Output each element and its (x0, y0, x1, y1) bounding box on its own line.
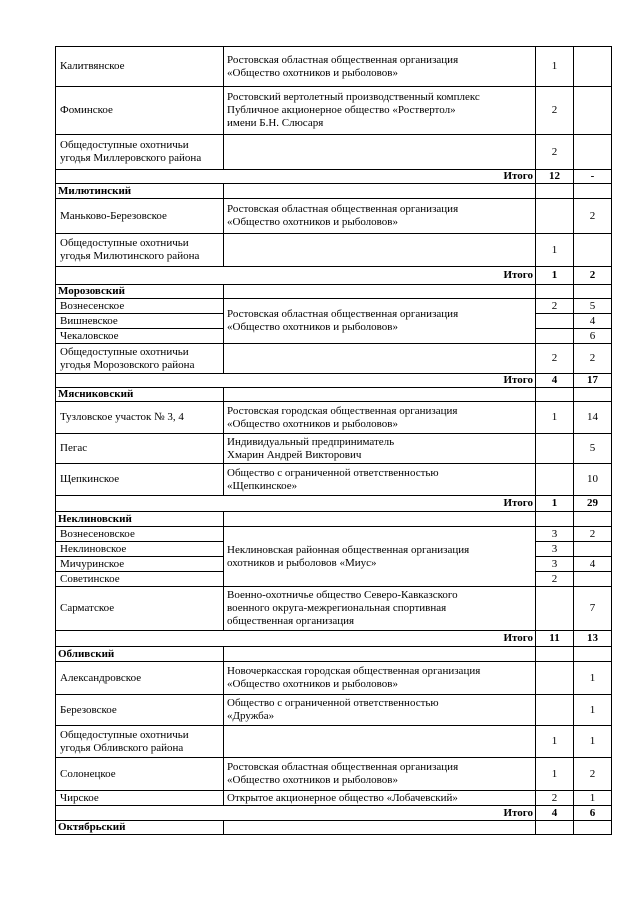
count-col-2: 4 (574, 314, 612, 329)
count-col-1 (536, 329, 574, 344)
table-row (56, 434, 612, 464)
count-col-1: 1 (536, 234, 574, 267)
count-col-1: 2 (536, 791, 574, 806)
organization-name: Ростовская областная общественная организация «Общество охотников и рыболовов» (224, 47, 536, 87)
table-row (56, 695, 612, 726)
count-col-1: 2 (536, 299, 574, 314)
count-col-2: 2 (574, 527, 612, 542)
total-col-2: 6 (574, 806, 612, 821)
count-col-2 (574, 47, 612, 87)
organization-name: Индивидуальный предприниматель Хмарин Андрей Викторович (224, 434, 536, 464)
count-col-1: 2 (536, 135, 574, 170)
table-row (56, 234, 612, 267)
organization-name: Ростовская городская общественная организация «Общество охотников и рыболовов» (224, 402, 536, 434)
empty-cell (224, 184, 536, 199)
total-label: Итого (56, 170, 536, 184)
total-label: Итого (56, 267, 536, 285)
hunting-ground-name: Чирское (56, 791, 224, 806)
district-header-row (56, 285, 612, 299)
organization-name: Ростовская областная общественная организация «Общество охотников и рыболовов» (224, 299, 536, 344)
organization-name: Ростовская областная общественная организация «Общество охотников и рыболовов» (224, 758, 536, 791)
count-col-2: 7 (574, 587, 612, 631)
empty-cell (224, 821, 536, 835)
count-col-2: 1 (574, 791, 612, 806)
table-row (56, 299, 612, 314)
hunting-ground-name: Вознесенское (56, 299, 224, 314)
count-col-2: 4 (574, 557, 612, 572)
count-col-2 (574, 87, 612, 135)
total-col-2: 29 (574, 496, 612, 512)
total-row (56, 496, 612, 512)
count-col-1 (536, 695, 574, 726)
count-col-2: 5 (574, 434, 612, 464)
table-row (56, 344, 612, 374)
hunting-ground-name: Калитвянское (56, 47, 224, 87)
count-col-1 (536, 587, 574, 631)
table-row (56, 87, 612, 135)
count-col-2 (574, 542, 612, 557)
count-col-1: 3 (536, 527, 574, 542)
table-row (56, 199, 612, 234)
hunting-ground-name: Маньково-Березовское (56, 199, 224, 234)
total-label: Итого (56, 806, 536, 821)
hunting-ground-name: Сарматское (56, 587, 224, 631)
count-col-1: 1 (536, 402, 574, 434)
district-header-row (56, 821, 612, 835)
organization-name (224, 726, 536, 758)
hunting-ground-name: Общедоступные охотничьи угодья Морозовского района (56, 344, 224, 374)
total-row (56, 374, 612, 388)
table-row (56, 726, 612, 758)
total-row (56, 170, 612, 184)
count-col-1 (536, 199, 574, 234)
total-col-1: 11 (536, 631, 574, 647)
hunting-ground-name: Фоминское (56, 87, 224, 135)
organization-name: Ростовская областная общественная организация «Общество охотников и рыболовов» (224, 199, 536, 234)
table-row (56, 758, 612, 791)
total-col-2: 2 (574, 267, 612, 285)
count-col-2: 6 (574, 329, 612, 344)
district-header-row (56, 184, 612, 199)
count-col-2: 2 (574, 758, 612, 791)
count-col-1: 2 (536, 344, 574, 374)
count-col-2: 2 (574, 199, 612, 234)
hunting-ground-name: Щепкинское (56, 464, 224, 496)
hunting-ground-name: Общедоступные охотничьи угодья Миллеровского района (56, 135, 224, 170)
total-col-2: 13 (574, 631, 612, 647)
empty-cell (536, 285, 574, 299)
count-col-1: 3 (536, 557, 574, 572)
hunting-ground-name: Александровское (56, 662, 224, 695)
district-name: Мясниковский (56, 388, 224, 402)
district-header-row (56, 388, 612, 402)
empty-cell (536, 184, 574, 199)
hunting-ground-name: Вознесеновское (56, 527, 224, 542)
table-body (56, 47, 612, 835)
count-col-1: 3 (536, 542, 574, 557)
empty-cell (574, 285, 612, 299)
hunting-ground-name: Мичуринское (56, 557, 224, 572)
total-col-1: 4 (536, 806, 574, 821)
hunting-ground-name: Тузловское участок № 3, 4 (56, 402, 224, 434)
table-row (56, 527, 612, 542)
count-col-2: 10 (574, 464, 612, 496)
empty-cell (574, 184, 612, 199)
hunting-grounds-table (55, 46, 612, 835)
table-row (56, 662, 612, 695)
table-row (56, 791, 612, 806)
district-name: Морозовский (56, 285, 224, 299)
table-row (56, 587, 612, 631)
total-row (56, 631, 612, 647)
table-row (56, 402, 612, 434)
organization-name: Военно-охотничье общество Северо-Кавказского военного округа-межрегиональная спортивная общественная организация (224, 587, 536, 631)
hunting-ground-name: Березовское (56, 695, 224, 726)
table-row (56, 135, 612, 170)
count-col-1 (536, 662, 574, 695)
count-col-2: 1 (574, 726, 612, 758)
empty-cell (536, 512, 574, 527)
empty-cell (224, 512, 536, 527)
hunting-ground-name: Вишневское (56, 314, 224, 329)
total-col-1: 1 (536, 496, 574, 512)
organization-name: Открытое акционерное общество «Лобачевский» (224, 791, 536, 806)
count-col-2 (574, 234, 612, 267)
empty-cell (224, 647, 536, 662)
district-name: Октябрьский (56, 821, 224, 835)
empty-cell (574, 512, 612, 527)
organization-name: Новочеркасская городская общественная организация «Общество охотников и рыболовов» (224, 662, 536, 695)
total-col-2: 17 (574, 374, 612, 388)
organization-name: Общество с ограниченной ответственностью «Дружба» (224, 695, 536, 726)
hunting-ground-name: Советинское (56, 572, 224, 587)
hunting-ground-name: Общедоступные охотничьи угодья Милютинского района (56, 234, 224, 267)
empty-cell (574, 388, 612, 402)
count-col-2: 14 (574, 402, 612, 434)
hunting-ground-name: Чекаловское (56, 329, 224, 344)
organization-name (224, 234, 536, 267)
total-label: Итого (56, 374, 536, 388)
empty-cell (574, 821, 612, 835)
count-col-1: 2 (536, 572, 574, 587)
count-col-1 (536, 314, 574, 329)
organization-name: Ростовский вертолетный производственный комплекс Публичное акционерное общество «Роствертол» имени Б.Н. Слюсаря (224, 87, 536, 135)
district-name: Милютинский (56, 184, 224, 199)
table-row (56, 47, 612, 87)
count-col-1: 2 (536, 87, 574, 135)
total-col-2: - (574, 170, 612, 184)
total-label: Итого (56, 631, 536, 647)
organization-name (224, 135, 536, 170)
empty-cell (536, 821, 574, 835)
empty-cell (224, 285, 536, 299)
organization-name: Неклиновская районная общественная организация охотников и рыболовов «Миус» (224, 527, 536, 587)
total-col-1: 1 (536, 267, 574, 285)
count-col-2: 1 (574, 695, 612, 726)
total-row (56, 267, 612, 285)
count-col-1: 1 (536, 726, 574, 758)
count-col-1: 1 (536, 47, 574, 87)
count-col-2 (574, 135, 612, 170)
count-col-1 (536, 464, 574, 496)
district-name: Обливский (56, 647, 224, 662)
count-col-1: 1 (536, 758, 574, 791)
hunting-ground-name: Общедоступные охотничьи угодья Обливского района (56, 726, 224, 758)
hunting-ground-name: Неклиновское (56, 542, 224, 557)
organization-name (224, 344, 536, 374)
table-row (56, 464, 612, 496)
count-col-2 (574, 572, 612, 587)
total-row (56, 806, 612, 821)
total-col-1: 4 (536, 374, 574, 388)
district-name: Неклиновский (56, 512, 224, 527)
hunting-ground-name: Пегас (56, 434, 224, 464)
organization-name: Общество с ограниченной ответственностью «Щепкинское» (224, 464, 536, 496)
total-label: Итого (56, 496, 536, 512)
total-col-1: 12 (536, 170, 574, 184)
district-header-row (56, 647, 612, 662)
count-col-2: 2 (574, 344, 612, 374)
count-col-2: 1 (574, 662, 612, 695)
count-col-2: 5 (574, 299, 612, 314)
hunting-ground-name: Солонецкое (56, 758, 224, 791)
empty-cell (536, 647, 574, 662)
empty-cell (224, 388, 536, 402)
district-header-row (56, 512, 612, 527)
count-col-1 (536, 434, 574, 464)
empty-cell (574, 647, 612, 662)
empty-cell (536, 388, 574, 402)
